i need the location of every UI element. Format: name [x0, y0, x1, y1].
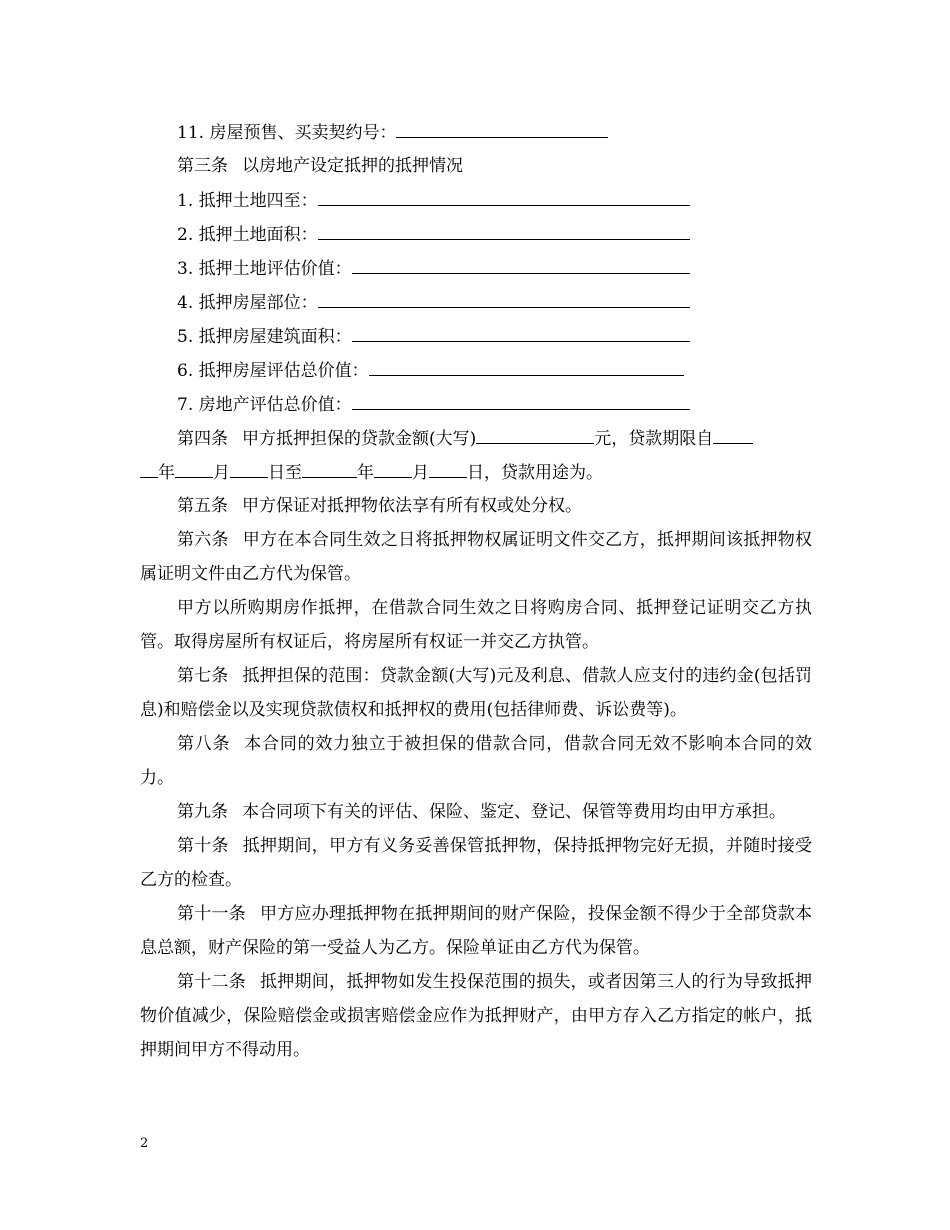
item-7-label: 7. 房地产评估总价值：	[177, 395, 352, 415]
start-year-unit: 年	[158, 463, 175, 483]
item-11-blank	[396, 115, 608, 138]
article-7-text: 抵押担保的范围：贷款金额(大写)元及利息、借款人应支付的违约金(包括罚息)和赔偿金以及实现贷款债权和抵押权的费用(包括律师费、诉讼费等)。	[140, 666, 812, 720]
start-day-unit: 日至	[268, 463, 302, 483]
start-year-blank-b	[140, 455, 158, 478]
item-11-line	[140, 115, 812, 149]
start-month-unit: 月	[213, 463, 230, 483]
item-1-label: 1. 抵押土地四至：	[177, 191, 318, 211]
article-12-paragraph	[140, 965, 812, 1067]
start-month-blank	[175, 455, 213, 478]
article-6-paragraph	[140, 523, 812, 591]
item-2-blank	[318, 217, 690, 240]
article-3-heading-line	[140, 149, 812, 183]
article-6-continuation-text: 甲方以所购期房作抵押，在借款合同生效之日将购房合同、抵押登记证明交乙方执管。取得房屋所有权证后，将房屋所有权证一并交乙方执管。	[140, 598, 812, 652]
item-7-line	[140, 387, 812, 421]
item-4-blank	[318, 285, 690, 308]
article-9-number: 第九条	[177, 802, 228, 822]
loan-amount-blank	[476, 421, 594, 444]
item-1-line	[140, 183, 812, 217]
article-7-number: 第七条	[177, 666, 229, 686]
article-4-line-1	[140, 421, 812, 455]
item-5-line	[140, 319, 812, 353]
end-month-blank	[374, 455, 412, 478]
article-3-title: 以房地产设定抵押的抵押情况	[242, 156, 463, 176]
article-12-text: 抵押期间，抵押物如发生投保范围的损失，或者因第三人的行为导致抵押物价值减少，保险赔偿金或损害赔偿金应作为抵押财产，由甲方存入乙方指定的帐户，抵押期间甲方不得动用。	[140, 972, 813, 1060]
item-3-label: 3. 抵押土地评估价值：	[177, 259, 352, 279]
item-2-label: 2. 抵押土地面积：	[177, 225, 318, 245]
item-5-blank	[352, 319, 690, 342]
contract-body	[140, 115, 812, 1067]
article-5-text: 甲方保证对抵押物依法享有所有权或处分权。	[242, 496, 582, 516]
article-8-text: 本合同的效力独立于被担保的借款合同，借款合同无效不影响本合同的效力。	[140, 734, 813, 788]
end-year-blank	[302, 455, 357, 478]
article-4-number: 第四条	[177, 429, 228, 449]
start-year-blank-a	[713, 421, 753, 444]
article-3-number: 第三条	[177, 156, 228, 176]
article-7-paragraph	[140, 659, 812, 727]
page-number: 2	[140, 1136, 149, 1151]
article-10-number: 第十条	[177, 836, 229, 856]
item-1-blank	[318, 183, 690, 206]
article-4-line-2	[140, 455, 812, 489]
article-4-text-end: 日，贷款用途为。	[467, 463, 603, 483]
article-6-continuation-paragraph	[140, 591, 812, 659]
article-4-text-a: 甲方抵押担保的贷款金额(大写)	[242, 429, 477, 449]
article-11-text: 甲方应办理抵押物在抵押期间的财产保险，投保金额不得少于全部贷款本息总额，财产保险的第一受益人为乙方。保险单证由乙方代为保管。	[140, 904, 813, 958]
item-4-label: 4. 抵押房屋部位：	[177, 293, 318, 313]
item-2-line	[140, 217, 812, 251]
item-4-line	[140, 285, 812, 319]
item-3-line	[140, 251, 812, 285]
item-11-label: 11. 房屋预售、买卖契约号：	[177, 123, 397, 143]
article-8-paragraph	[140, 727, 812, 795]
end-month-unit: 月	[412, 463, 429, 483]
article-9-text: 本合同项下有关的评估、保险、鉴定、登记、保管等费用均由甲方承担。	[242, 802, 786, 822]
article-9-paragraph	[140, 795, 812, 829]
article-8-number: 第八条	[177, 734, 231, 754]
article-10-text: 抵押期间，甲方有义务妥善保管抵押物，保持抵押物完好无损，并随时接受乙方的检查。	[140, 836, 813, 890]
article-4-text-b: 元，贷款期限自	[594, 429, 714, 449]
start-day-blank	[230, 455, 268, 478]
article-11-number: 第十一条	[177, 904, 247, 924]
article-10-paragraph	[140, 829, 812, 897]
item-7-blank	[352, 387, 690, 410]
item-6-blank	[369, 353, 684, 376]
article-6-number: 第六条	[177, 530, 229, 550]
article-11-paragraph	[140, 897, 812, 965]
item-3-blank	[352, 251, 690, 274]
article-5-paragraph	[140, 489, 812, 523]
item-6-line	[140, 353, 812, 387]
article-6-text: 甲方在本合同生效之日将抵押物权属证明文件交乙方，抵押期间该抵押物权属证明文件由乙方代为保管。	[140, 530, 813, 584]
item-5-label: 5. 抵押房屋建筑面积：	[177, 327, 352, 347]
end-year-unit: 年	[357, 463, 374, 483]
article-5-number: 第五条	[177, 496, 228, 516]
end-day-blank	[429, 455, 467, 478]
item-6-label: 6. 抵押房屋评估总价值：	[177, 361, 369, 381]
article-12-number: 第十二条	[177, 972, 247, 992]
